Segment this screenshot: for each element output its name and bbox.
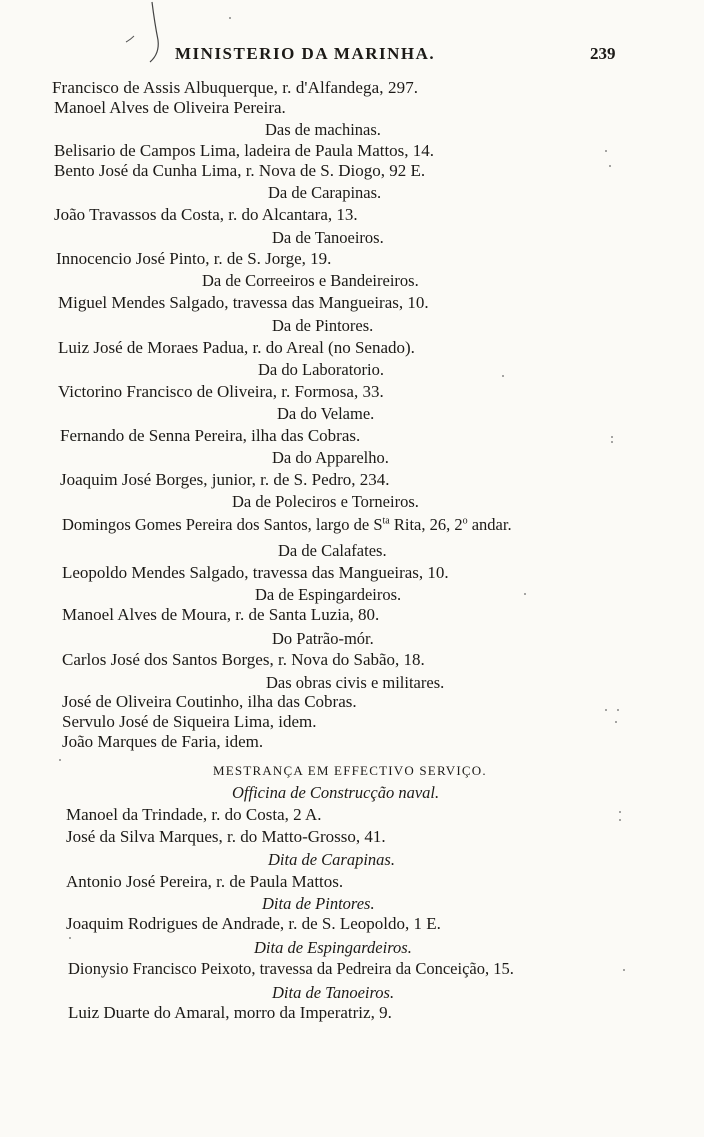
entry-line: Belisario de Campos Lima, ladeira de Paula Mattos, 14.: [54, 141, 435, 160]
italic-heading: Dita de Espingardeiros.: [254, 938, 412, 957]
entry-line: Antonio José Pereira, r. de Paula Mattos.: [66, 872, 344, 891]
entry-line: Bento José da Cunha Lima, r. Nova de S. Diogo, 92 E.: [54, 161, 426, 180]
entry-line: José de Oliveira Coutinho, ilha das Cobras.: [62, 692, 357, 711]
entry-text: Domingos Gomes Pereira dos Santos, largo de S: [62, 515, 383, 534]
superscript: o: [462, 515, 468, 527]
section-heading: Da de Tanoeiros.: [272, 228, 384, 247]
entry-line: Luiz José de Moraes Padua, r. do Areal (no Senado).: [58, 338, 415, 357]
section-heading: Da de Poleciros e Torneiros.: [232, 492, 419, 511]
entry-line: Miguel Mendes Salgado, travessa das Mangueiras, 10.: [58, 293, 429, 312]
entry-line: Leopoldo Mendes Salgado, travessa das Mangueiras, 10.: [62, 563, 449, 582]
entry-line: Francisco de Assis Albuquerque, r. d'Alfandega, 297.: [52, 78, 419, 97]
entry-line: Joaquim Rodrigues de Andrade, r. de S. Leopoldo, 1 E.: [66, 914, 441, 933]
entry-line: João Marques de Faria, idem.: [62, 732, 264, 751]
entry-line: Fernando de Senna Pereira, ilha das Cobras.: [60, 426, 361, 445]
entry-line: Joaquim José Borges, junior, r. de S. Pedro, 234.: [60, 470, 390, 489]
section-heading: Da do Velame.: [277, 404, 375, 423]
entry-text: andar.: [467, 515, 512, 534]
entry-line: Innocencio José Pinto, r. de S. Jorge, 19.: [56, 249, 332, 268]
entry-line: Manoel Alves de Oliveira Pereira.: [54, 98, 286, 117]
entry-line: Victorino Francisco de Oliveira, r. Formosa, 33.: [58, 382, 384, 401]
italic-heading: Officina de Construcção naval.: [232, 783, 440, 802]
section-heading: Das obras civis e militares.: [266, 673, 445, 692]
entry-line: Manoel Alves de Moura, r. de Santa Luzia, 80.: [62, 605, 380, 624]
italic-heading: Dita de Pintores.: [262, 894, 375, 913]
entry-line: Servulo José de Siqueira Lima, idem.: [62, 712, 317, 731]
running-title: MINISTERIO DA MARINHA.: [175, 44, 436, 63]
section-heading: Das de machinas.: [265, 120, 381, 139]
page-number: 239: [590, 44, 616, 63]
entry-line: Luiz Duarte do Amaral, morro da Imperatriz, 9.: [68, 1003, 392, 1022]
section-heading: Da de Espingardeiros.: [255, 585, 402, 604]
section-heading: Da de Pintores.: [272, 316, 374, 335]
entry-line: Carlos José dos Santos Borges, r. Nova do Sabão, 18.: [62, 650, 425, 669]
italic-heading: Dita de Carapinas.: [268, 850, 395, 869]
entry-line: José da Silva Marques, r. do Matto-Grosso, 41.: [66, 827, 386, 846]
section-caption: MESTRANÇA EM EFFECTIVO SERVIÇO.: [213, 763, 487, 778]
entry-line: Manoel da Trindade, r. do Costa, 2 A.: [66, 805, 322, 824]
section-heading: Da de Calafates.: [278, 541, 387, 560]
entry-line: Dionysio Francisco Peixoto, travessa da Pedreira da Conceição, 15.: [68, 959, 514, 978]
section-heading: Da de Correeiros e Bandeireiros.: [202, 271, 419, 290]
section-heading: Da de Carapinas.: [268, 183, 382, 202]
entry-line: João Travassos da Costa, r. do Alcantara, 13.: [54, 205, 358, 224]
section-heading: Do Patrão-mór.: [272, 629, 374, 648]
entry-text: Rita, 26, 2: [389, 515, 463, 534]
section-heading: Da do Laboratorio.: [258, 360, 384, 379]
superscript: ta: [382, 515, 390, 527]
italic-heading: Dita de Tanoeiros.: [272, 983, 395, 1002]
section-heading: Da do Apparelho.: [272, 448, 389, 467]
